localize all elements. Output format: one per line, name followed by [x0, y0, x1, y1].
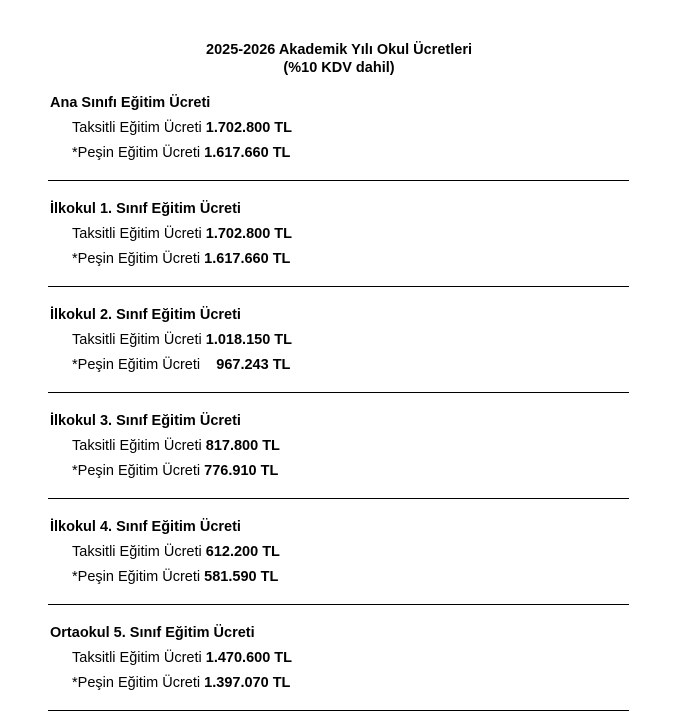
cash-fee-line [72, 144, 290, 162]
fee-section-grade-1 [48, 198, 629, 304]
installment-fee-amount: 612.200 TL [205, 544, 280, 560]
installment-fee-amount: 1.702.800 TL [205, 226, 292, 242]
section-title: Ana Sınıfı Eğitim Ücreti [50, 95, 211, 111]
cash-fee-label: *Peşin Eğitim Ücreti [72, 569, 201, 585]
cash-fee-amount: 967.243 TL [216, 357, 291, 373]
section-divider [48, 392, 629, 393]
installment-fee-line [72, 543, 280, 561]
fee-section-grade-5 [48, 622, 629, 728]
cash-fee-label: *Peşin Eğitim Ücreti [72, 463, 201, 479]
cash-fee-label: *Peşin Eğitim Ücreti [72, 357, 201, 373]
installment-fee-label: Taksitli Eğitim Ücreti [72, 226, 202, 242]
cash-fee-line [72, 674, 290, 692]
cash-fee-line [72, 568, 278, 586]
section-divider [48, 710, 629, 711]
section-divider [48, 286, 629, 287]
cash-fee-line [72, 356, 290, 374]
fee-section-kindergarten [48, 92, 629, 198]
section-title: İlkokul 1. Sınıf Eğitim Ücreti [50, 201, 241, 217]
installment-fee-label: Taksitli Eğitim Ücreti [72, 332, 202, 348]
installment-fee-label: Taksitli Eğitim Ücreti [72, 120, 202, 136]
section-divider [48, 180, 629, 181]
installment-fee-amount: 817.800 TL [205, 438, 280, 454]
cash-fee-amount: 1.617.660 TL [204, 145, 291, 161]
fee-sections [48, 92, 629, 728]
installment-fee-amount: 1.702.800 TL [205, 120, 292, 136]
section-divider [48, 604, 629, 605]
document-title [0, 41, 678, 77]
installment-fee-amount: 1.470.600 TL [205, 650, 292, 666]
fee-section-grade-2 [48, 304, 629, 410]
section-title: Ortaokul 5. Sınıf Eğitim Ücreti [50, 625, 255, 641]
cash-fee-label: *Peşin Eğitim Ücreti [72, 675, 201, 691]
section-title: İlkokul 3. Sınıf Eğitim Ücreti [50, 413, 241, 429]
cash-fee-label: *Peşin Eğitim Ücreti [72, 251, 201, 267]
installment-fee-line [72, 119, 292, 137]
installment-fee-line [72, 437, 280, 455]
section-divider [48, 498, 629, 499]
installment-fee-line [72, 331, 292, 349]
fee-section-grade-3 [48, 410, 629, 516]
cash-fee-label: *Peşin Eğitim Ücreti [72, 145, 201, 161]
section-title: İlkokul 4. Sınıf Eğitim Ücreti [50, 519, 241, 535]
cash-fee-amount: 1.397.070 TL [204, 675, 291, 691]
cash-fee-line [72, 250, 290, 268]
installment-fee-label: Taksitli Eğitim Ücreti [72, 438, 202, 454]
cash-fee-line [72, 462, 278, 480]
title-line-2: (%10 KDV dahil) [283, 60, 395, 76]
installment-fee-line [72, 225, 292, 243]
cash-fee-amount: 581.590 TL [204, 569, 279, 585]
fee-section-grade-4 [48, 516, 629, 622]
installment-fee-label: Taksitli Eğitim Ücreti [72, 544, 202, 560]
installment-fee-label: Taksitli Eğitim Ücreti [72, 650, 202, 666]
title-line-1: 2025-2026 Akademik Yılı Okul Ücretleri [206, 42, 472, 58]
installment-fee-line [72, 649, 292, 667]
section-title: İlkokul 2. Sınıf Eğitim Ücreti [50, 307, 241, 323]
installment-fee-amount: 1.018.150 TL [205, 332, 292, 348]
cash-fee-amount: 776.910 TL [204, 463, 279, 479]
cash-fee-amount: 1.617.660 TL [204, 251, 291, 267]
